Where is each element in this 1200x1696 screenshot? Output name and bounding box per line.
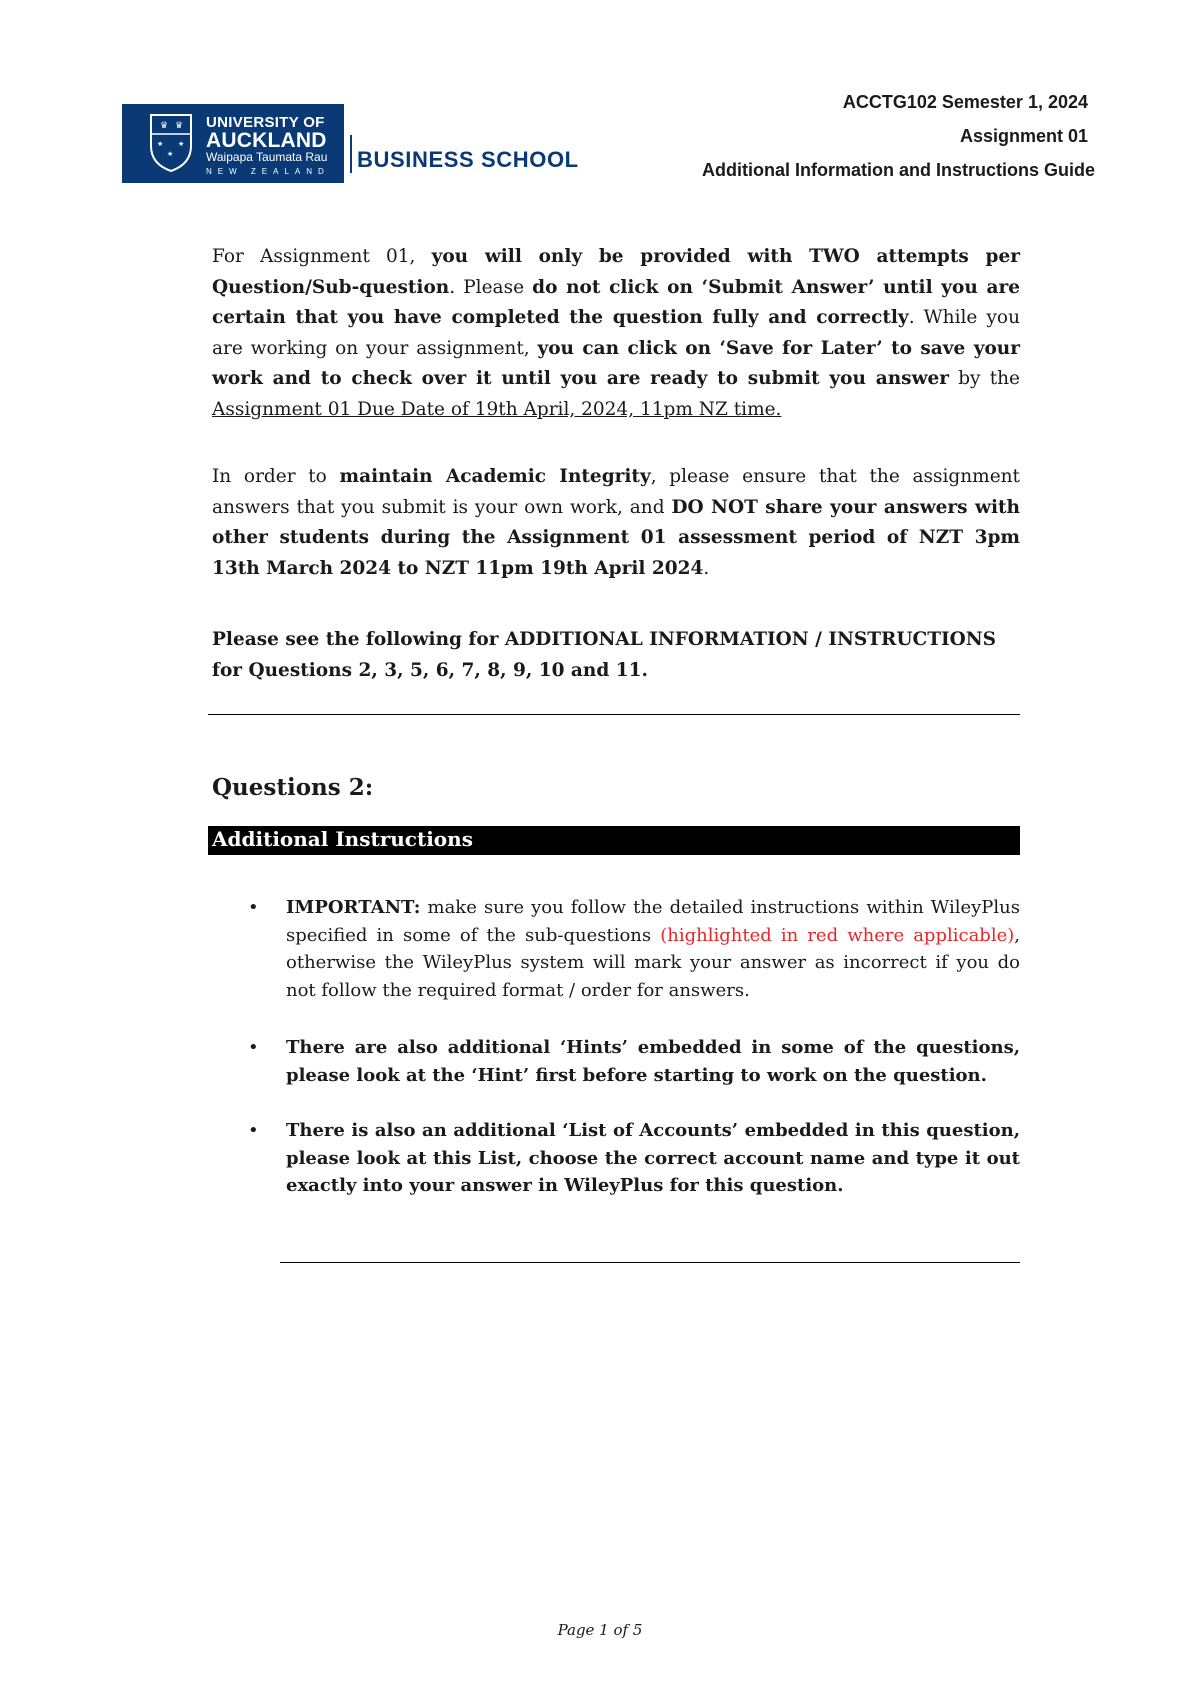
bullet-icon: • <box>248 1037 259 1058</box>
bold-run: Please see the following for ADDITIONAL INFORMATION / INSTRUCTIONS for Questions 2, 3, 5, 6, 7, 8, 9, 10 and 11. <box>212 629 997 681</box>
instructions-bar-label: Additional Instructions <box>212 827 473 851</box>
logo-line-4: NEW ZEALAND <box>206 167 330 176</box>
logo-divider <box>350 135 352 173</box>
text-run: make sure you follow the detailed instructions within WileyPlus specified in some of the sub-questions <box>286 897 1020 946</box>
text-run: . While you are working on your assignment, <box>212 307 1020 359</box>
svg-text:♛: ♛ <box>175 121 184 131</box>
bullet-icon: • <box>248 1120 259 1141</box>
header-assignment: Assignment 01 <box>959 126 1088 146</box>
text-run: , please ensure that the assignment answers that you submit is your own work, and <box>212 466 1020 518</box>
text-run: by the <box>949 368 1020 389</box>
bold-run: There are also additional ‘Hints’ embedded in some of the questions, please look at the ‘Hint’ first before starting to work on the question. <box>286 1037 1020 1086</box>
text-run: . Please <box>449 276 533 298</box>
text-run: For Assignment 01, <box>212 246 432 267</box>
bold-run: maintain Academic Integrity <box>339 466 651 487</box>
bold-run: you will only be provided with TWO attempts per Question/Sub-question <box>212 246 1020 298</box>
list-item <box>248 1117 1020 1200</box>
bullet-list <box>248 1117 1020 1200</box>
text-run: . <box>703 557 710 579</box>
svg-text:♛: ♛ <box>160 121 169 131</box>
question-heading: Questions 2: <box>212 774 374 801</box>
bullet-icon: • <box>248 897 259 918</box>
logo-line-2: AUCKLAND <box>206 129 327 152</box>
bold-run: IMPORTANT: <box>286 897 421 918</box>
logo-line-1: UNIVERSITY OF <box>206 114 325 131</box>
header-guide-title: Additional Information and Instructions Guide <box>702 160 1095 180</box>
integrity-paragraph <box>212 462 1020 584</box>
red-highlight-text: (highlighted in red where applicable) <box>660 924 1015 946</box>
business-school-label: BUSINESS SCHOOL <box>357 147 579 172</box>
svg-text:★: ★ <box>157 140 164 148</box>
text-run: , otherwise the WileyPlus system will mark your answer as incorrect if you do not follow the required format / order for answers. <box>286 924 1020 1001</box>
header-course: ACCTG102 Semester 1, 2024 <box>842 92 1088 112</box>
divider-line <box>280 1262 1020 1263</box>
bold-run: do not click on ‘Submit Answer’ until you are certain that you have completed the question fully and correctly <box>212 276 1020 328</box>
bold-run: you can click on ‘Save for Later’ to save your work and to check over it until you are ready to submit you answer <box>212 337 1020 389</box>
crest-icon <box>148 112 194 174</box>
list-item <box>248 894 1020 1004</box>
instructions-bar <box>208 826 1020 855</box>
svg-text:★: ★ <box>167 150 174 158</box>
bullet-list <box>248 894 1020 1004</box>
divider-line <box>208 714 1020 715</box>
bold-run: There is also an additional ‘List of Accounts’ embedded in this question, please look at this List, choose the correct account name and type it out exactly into your answer in WileyPlus for this question. <box>286 1120 1020 1196</box>
text-run: In order to <box>212 466 340 487</box>
intro-paragraph <box>212 242 1020 425</box>
svg-text:★: ★ <box>178 140 185 148</box>
bullet-list <box>248 1034 1020 1089</box>
list-item <box>248 1034 1020 1089</box>
due-date-underlined: Assignment 01 Due Date of 19th April, 2024, 11pm NZ time. <box>212 398 782 420</box>
page-number: Page 1 of 5 <box>557 1621 643 1639</box>
bold-run: DO NOT share your answers with other students during the Assignment 01 assessment period of NZT 3pm 13th March 2024 to NZT 11pm 19th April 2024 <box>212 496 1020 579</box>
logo-line-3: Waipapa Taumata Rau <box>206 150 328 164</box>
see-following-paragraph <box>212 625 1020 686</box>
